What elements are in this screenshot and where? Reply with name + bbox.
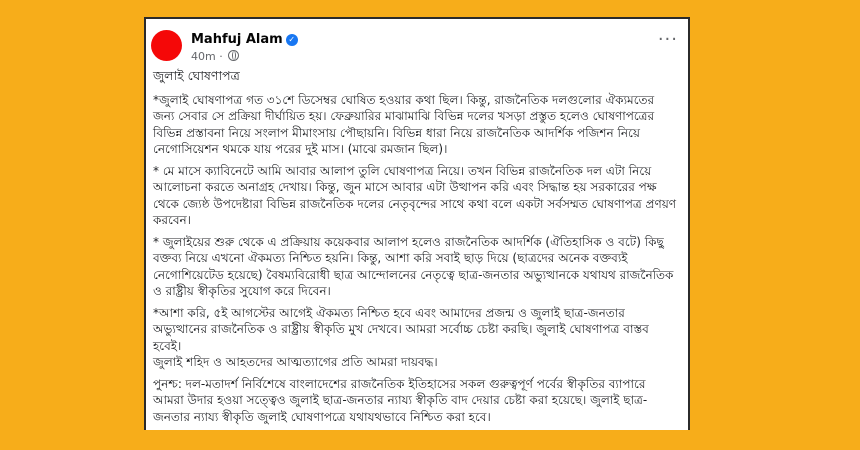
post-paragraph-2: * মে মাসে ক্যাবিনেটে আমি আবার আলাপ তুলি ঘোষণাপত্র নিয়ে। তখন বিভিন্ন রাজনৈতিক দল এটা নিয়ে আলোচনা করতে অনাগ্রহ দেখায়। কিন্তু, জুন মাসে আবার এটা উত্থাপন করি এবং সিদ্ধান্ত হয় সরকারের পক্ষ থেকে জ্যেষ্ঠ উপদেষ্টারা বিভিন্ন রাজনৈতিক দলের নেতৃবৃন্দের সাথে কথা বলে একটা সর্বসম্মত ঘোষণাপত্র প্রণয়ণ করবেন।	[153, 163, 677, 227]
facebook-post-card	[144, 17, 690, 430]
globe-icon	[228, 50, 239, 61]
post-title: জুলাই ঘোষণাপত্র	[153, 68, 240, 83]
post-paragraph-3: * জুলাইয়ের শুরু থেকে এ প্রক্রিয়ায় কয়েকবার আলাপ হলেও রাজনৈতিক আদর্শিক (ঐতিহাসিক ও বটে) কিছু বক্তব্য নিয়ে এখনো ঐকমত্য নিশ্চিত হয়নি। কিন্তু, আশা করি সবাই ছাড় দিয়ে (ছাত্রদের অনেক বক্তব্যই নেগোশিয়েটেড হয়েছে) বৈষম্যবিরোধী ছাত্র আন্দোলনের নেতৃত্বে ছাত্র-জনতার অভ্যুত্থানকে যথাযথ রাজনৈতিক ও রাষ্ট্রীয় স্বীকৃতির সুযোগ করে দিবেন।	[153, 234, 674, 298]
meta-separator: ·	[219, 50, 223, 63]
author-name[interactable]	[191, 32, 298, 47]
post-body	[153, 68, 679, 430]
avatar[interactable]	[151, 30, 182, 61]
more-options-icon[interactable]: ···	[657, 29, 678, 50]
post-paragraph-1: *জুলাই ঘোষণাপত্র গত ৩১শে ডিসেম্বর ঘোষিত হওয়ার কথা ছিল। কিন্তু, রাজনৈতিক দলগুলোর ঐক্যমতের জন্য সেবার সে প্রক্রিয়া দীর্ঘায়িত হয়। ফেব্রুয়ারির মাঝামাঝি বিভিন্ন দলের খসড়া প্রস্তুত হলেও ঘোষণাপত্রের বিভিন্ন প্রস্তাবনা নিয়ে সংলাপ মীমাংসায় পৌছায়নি। বিভিন্ন ধারা নিয়ে রাজনৈতিক আদর্শিক পজিশন নিয়ে নেগোসিয়েশন থমকে যায় পরের দুই মাস। (মাঝে রমজান ছিল)।	[153, 92, 655, 156]
post-header	[146, 19, 688, 67]
verified-badge-icon: ✓	[286, 34, 298, 46]
post-meta	[191, 50, 239, 63]
post-paragraph-6: পুনশ্চ: দল-মতাদর্শ নির্বিশেষে বাংলাদেশের রাজনৈতিক ইতিহাসের সকল গুরুত্বপূর্ণ পর্বের স্বীকৃতির ব্যাপারে আমরা উদার হওয়া সত্ত্বেও জুলাই ছাত্র-জনতার ন্যায্য স্বীকৃতি বাদ দেয়ার চেষ্টা করা হয়েছে। জুলাই ছাত্র-জনতার ন্যায্য স্বীকৃতি জুলাই ঘোষণাপত্রে যথাযথভাবে নিশ্চিত করা হবে।	[153, 376, 648, 424]
author-name-text[interactable]: Mahfuj Alam	[191, 32, 283, 47]
post-paragraph-5: জুলাই শহিদ ও আহতদের আত্মত্যাগের প্রতি আমরা দায়বদ্ধ।	[153, 355, 438, 369]
post-paragraph-4: *আশা করি, ৫ই আগস্টের আগেই ঐকমত্য নিশ্চিত হবে এবং আমাদের প্রজন্ম ও জুলাই ছাত্র-জনতার অভ্যুত্থানের রাজনৈতিক ও রাষ্ট্রীয় স্বীকৃতি মুখ দেখবে। আমরা সর্বোচ্চ চেষ্টা করছি। জুলাই ঘোষণাপত্র বাস্তব হবেই।	[153, 305, 649, 353]
post-timestamp[interactable]: 40m	[191, 50, 216, 63]
